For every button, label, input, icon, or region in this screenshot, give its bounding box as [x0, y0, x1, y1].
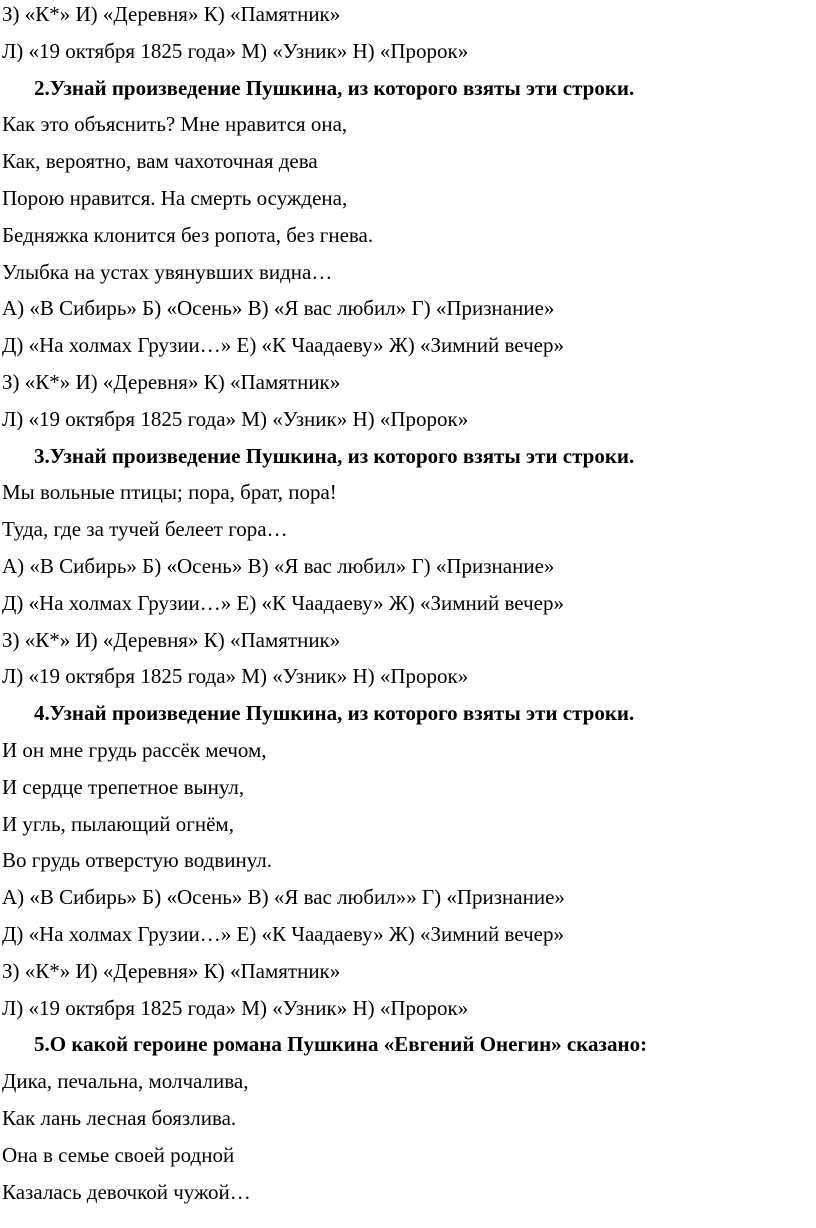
verse-line: Как это объяснить? Мне нравится она,: [2, 112, 348, 137]
verse-line: И сердце трепетное вынул,: [2, 774, 245, 799]
verse-line: Бедняжка клонится без ропота, без гнева.: [2, 222, 374, 247]
verse-line: И он мне грудь рассёк мечом,: [2, 738, 267, 762]
verse-line: Туда, где за тучей белеет гора…: [2, 517, 288, 542]
answer-options-line: З) «К*» И) «Деревня» К) «Памятник»: [2, 370, 341, 394]
answer-options-line: Д) «На холмах Грузии…» Е) «К Чаадаеву» Ж) «Зимний вечер»: [2, 333, 564, 358]
answer-options-line: А) «В Сибирь» Б) «Осень» В) «Я вас любил»» Г) «Признание»: [2, 885, 565, 910]
answer-options-line: Л) «19 октября 1825 года» М) «Узник» Н) «Пророк»: [2, 38, 469, 63]
answer-options-line: Л) «19 октября 1825 года» М) «Узник» Н) «Пророк»: [2, 406, 469, 431]
verse-line: Улыбка на устах увянувших видна…: [2, 259, 333, 284]
verse-line: Она в семье своей родной: [2, 1142, 235, 1167]
answer-options-line: Л) «19 октября 1825 года» М) «Узник» Н) «Пророк»: [2, 664, 469, 689]
answer-options-line: З) «К*» И) «Деревня» К) «Памятник»: [2, 627, 341, 652]
verse-line: И угль, пылающий огнём,: [2, 811, 234, 836]
verse-line: Во грудь отверстую водвинул.: [2, 848, 273, 873]
question-heading: 2.Узнай произведение Пушкина, из которого взяты эти строки.: [34, 75, 635, 100]
answer-options-line: А) «В Сибирь» Б) «Осень» В) «Я вас любил» Г) «Признание»: [2, 296, 555, 321]
verse-line: Порою нравится. На смерть осуждена,: [2, 186, 348, 210]
question-heading: 4.Узнай произведение Пушкина, из которого взяты эти строки.: [34, 701, 635, 726]
verse-line: Дика, печальна, молчалива,: [2, 1069, 249, 1094]
answer-options-line: З) «К*» И) «Деревня» К) «Памятник»: [2, 958, 341, 983]
verse-line: Как лань лесная боязлива.: [2, 1106, 237, 1130]
question-heading: 5.О какой героине романа Пушкина «Евгений Онегин» сказано:: [34, 1032, 648, 1057]
answer-options-line: З) «К*» И) «Деревня» К) «Памятник»: [2, 2, 341, 26]
verse-line: Казалась девочкой чужой…: [2, 1179, 251, 1204]
answer-options-line: Д) «На холмах Грузии…» Е) «К Чаадаеву» Ж) «Зимний вечер»: [2, 922, 564, 946]
answer-options-line: А) «В Сибирь» Б) «Осень» В) «Я вас любил» Г) «Признание»: [2, 554, 555, 578]
verse-line: Мы вольные птицы; пора, брат, пора!: [2, 480, 337, 505]
answer-options-line: Л) «19 октября 1825 года» М) «Узник» Н) «Пророк»: [2, 995, 469, 1020]
verse-line: Как, вероятно, вам чахоточная дева: [2, 149, 318, 174]
answer-options-line: Д) «На холмах Грузии…» Е) «К Чаадаеву» Ж) «Зимний вечер»: [2, 590, 564, 615]
question-heading: 3.Узнай произведение Пушкина, из которого взяты эти строки.: [34, 443, 635, 468]
